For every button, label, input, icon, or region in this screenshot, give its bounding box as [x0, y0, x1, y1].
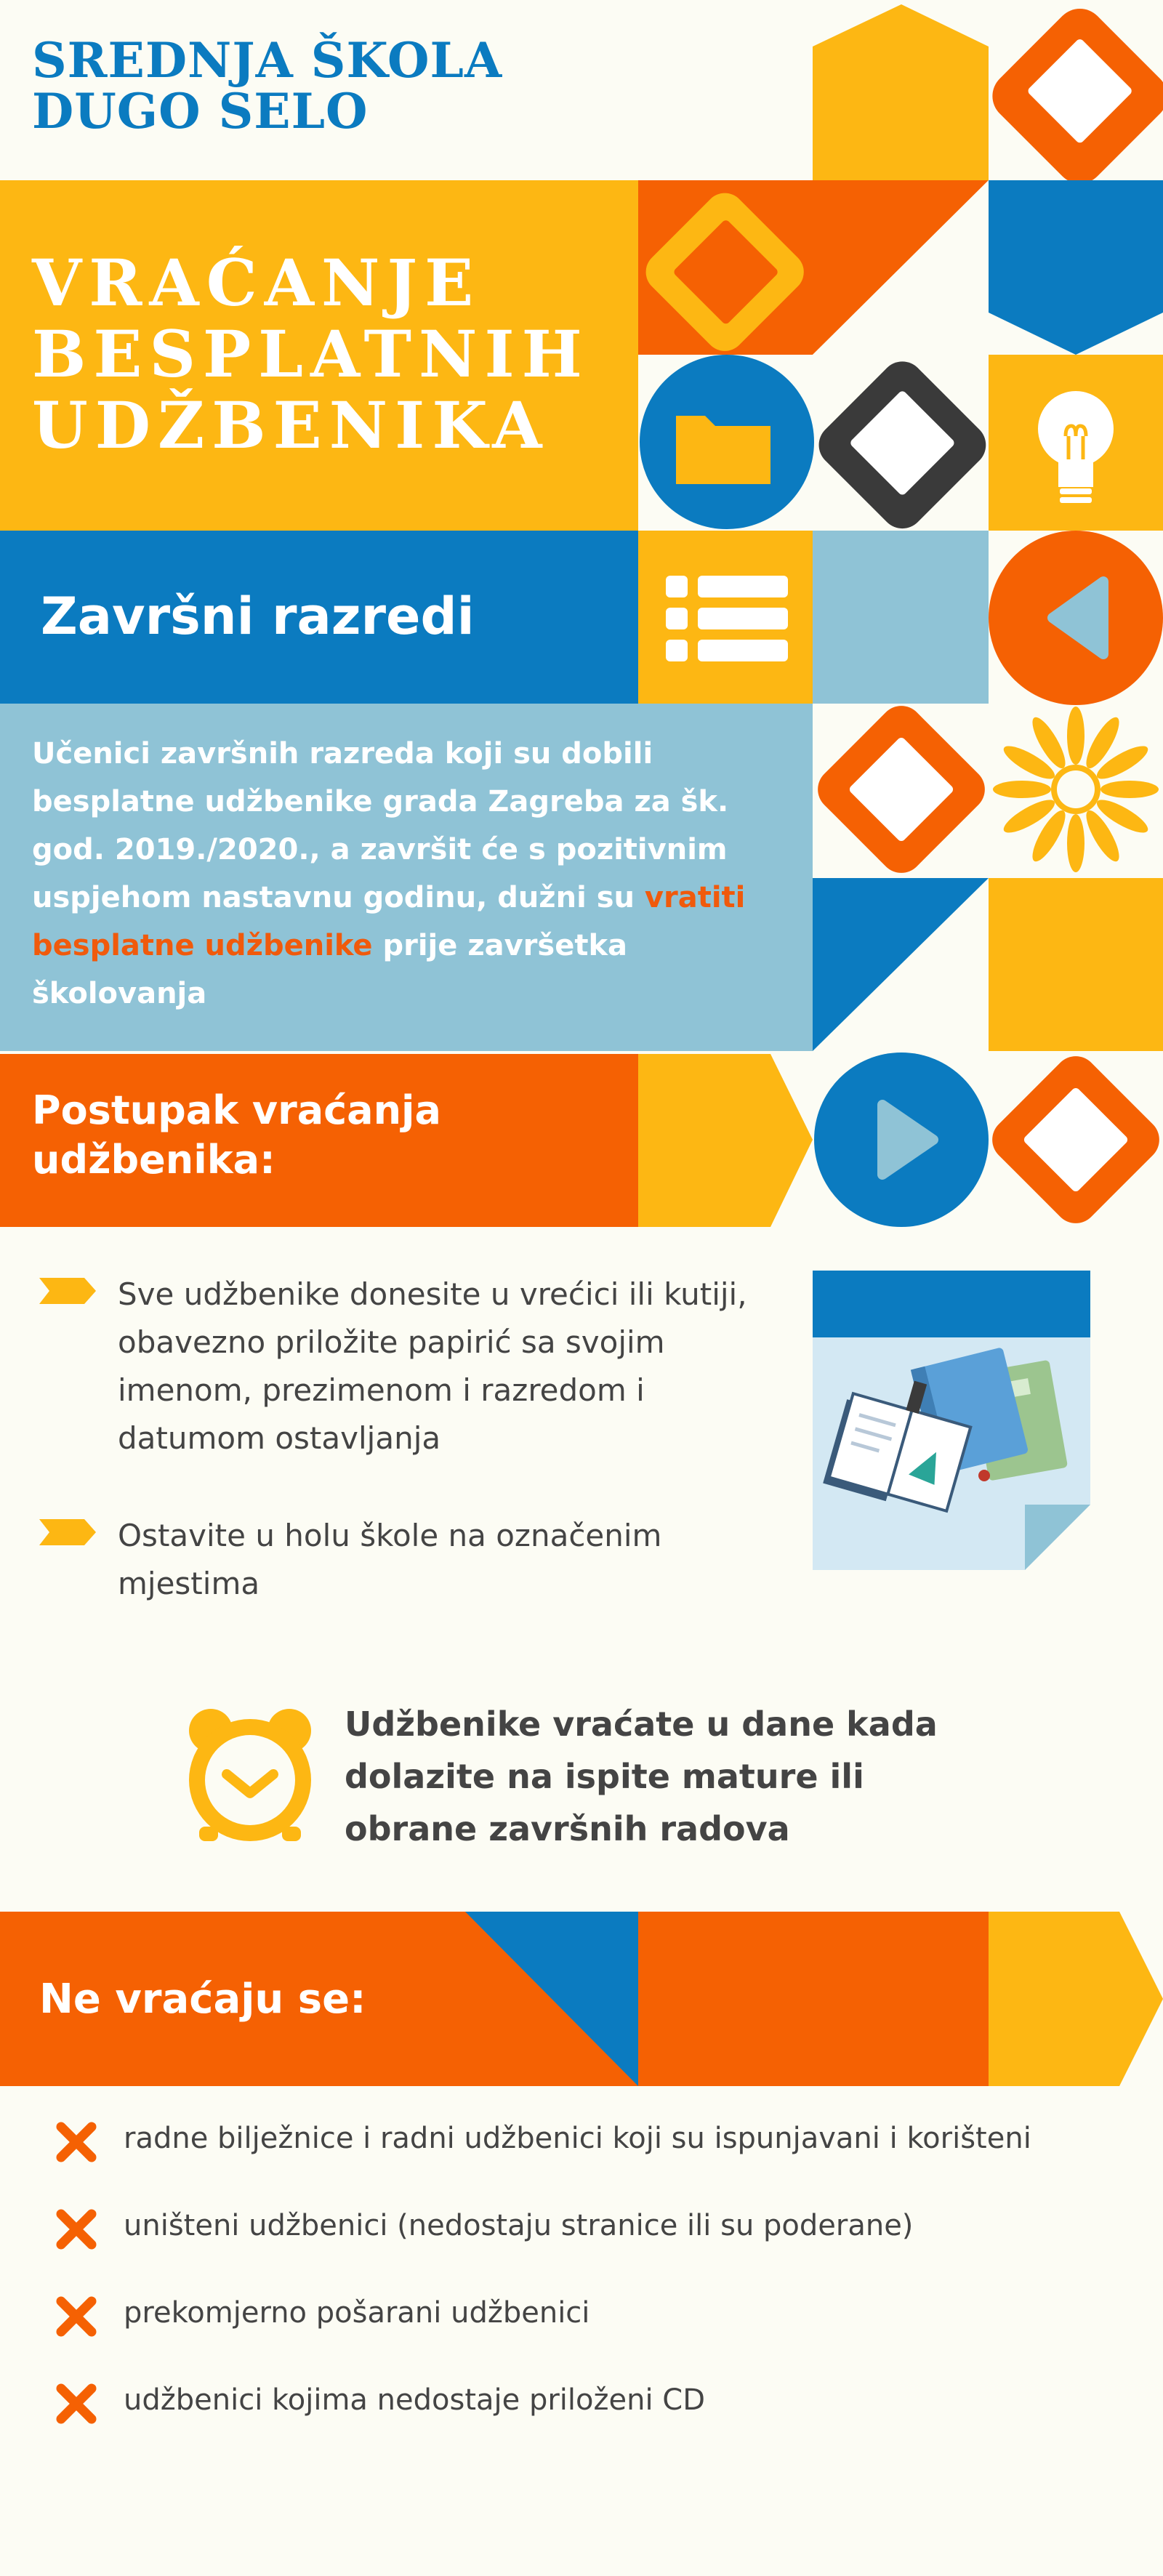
procedure-step-1: Sve udžbenike donesite u vrećici ili kutiji, obavezno priložite papirić sa svojim imenom, prezimenom i razredom i datumom ostavljanja	[118, 1276, 747, 1456]
folder-icon	[676, 416, 770, 484]
school-name-line-1: SREDNJA ŠKOLA	[32, 32, 503, 89]
page-title	[32, 247, 589, 461]
alarm-note: Udžbenike vraćate u dane kada dolazite na ispite mature ili obrane završnih radova	[345, 1704, 938, 1848]
not-returned-item-3: prekomjerno pošarani udžbenici	[124, 2296, 590, 2330]
chevron-bullet-icon	[39, 1278, 96, 1304]
alarm-clock-icon	[182, 1704, 318, 1843]
procedure-step-2: Ostavite u holu škole na označenim mjestima	[118, 1518, 662, 1601]
x-mark-icon	[55, 2383, 97, 2425]
not-returned-item-1: radne bilježnice i radni udžbenici koji su ispunjavani i korišteni	[124, 2122, 1031, 2155]
books-icon	[813, 1271, 1090, 1570]
orange-diamond-shape-top-right	[982, 0, 1163, 194]
school-name-line-2: DUGO SELO	[32, 83, 369, 140]
page-title-line-1: VRAĆANJE	[32, 245, 481, 321]
yellow-hexagon-shape	[813, 4, 989, 180]
x-mark-icon	[55, 2121, 97, 2163]
x-mark-icon	[55, 2208, 97, 2250]
chevron-bullet-icon	[39, 1519, 96, 1545]
sunburst-icon	[993, 707, 1159, 872]
dark-diamond-shape	[810, 353, 995, 538]
info-text-before: Učenici završnih razreda koji su dobili besplatne udžbenike grada Zagreba za šk. god. 2019./2020., a završit će s pozitivnim uspjehom nastavnu godinu, dužni su	[32, 737, 729, 914]
page-title-line-3: UDŽBENIKA	[32, 387, 550, 463]
info-highlight: vratiti besplatne udžbenike	[32, 881, 746, 962]
yellow-arrow-shape	[638, 1054, 813, 1227]
not-returned-item-2: uništeni udžbenici (nedostaju stranice ili su poderane)	[124, 2209, 914, 2242]
subtitle: Završni razredi	[41, 587, 475, 646]
orange-diamond-shape-middle	[809, 697, 994, 882]
page-title-line-2: BESPLATNIH	[32, 316, 589, 392]
info-text	[32, 730, 788, 1018]
procedure-title: Postupak vraćanja udžbenika:	[32, 1087, 441, 1183]
blue-pentagon-shape	[989, 180, 1163, 355]
school-name	[32, 32, 503, 140]
orange-diamond-shape-bottom	[983, 1047, 1163, 1233]
not-returned-item-4: udžbenici kojima nedostaje priloženi CD	[124, 2383, 705, 2417]
list-icon	[666, 576, 788, 661]
info-text-after: prije završetka školovanja	[32, 929, 628, 1010]
not-returned-title: Ne vraćaju se:	[39, 1976, 366, 2023]
x-mark-icon	[55, 2295, 97, 2338]
blue-triangle-shape	[813, 878, 989, 1051]
